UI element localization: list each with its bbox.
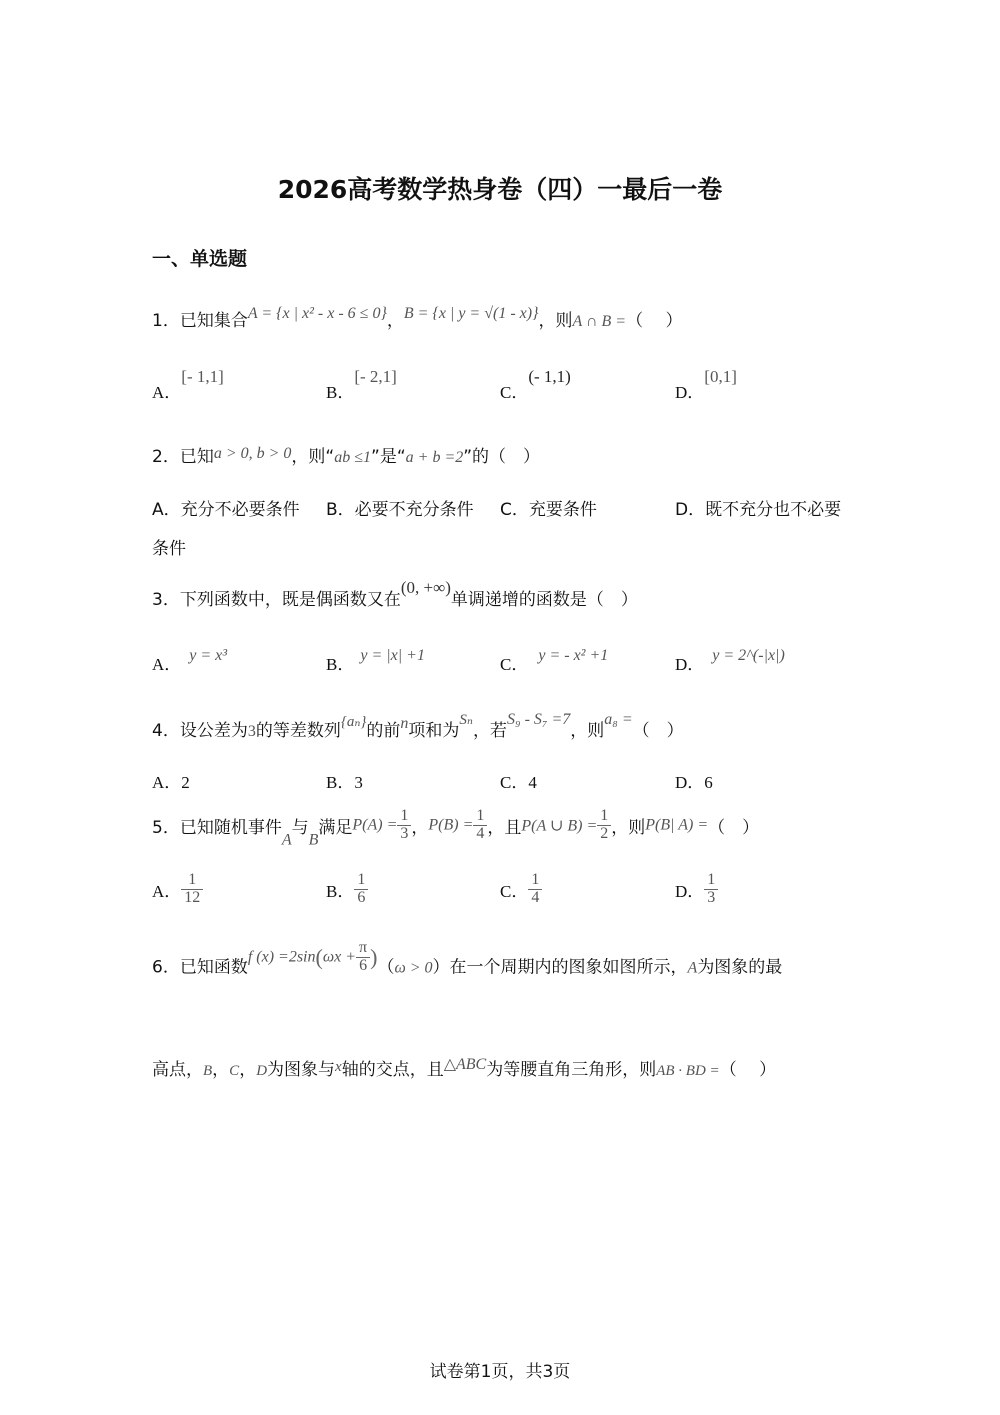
option-label: C． <box>500 655 529 674</box>
q3-option-d <box>675 640 785 674</box>
option-fraction <box>354 872 368 907</box>
q5-stem-3: 满足 <box>318 817 353 838</box>
option-label: C． <box>500 881 529 901</box>
q6-line2-stem-2: 为图象与 <box>267 1060 336 1080</box>
q6-function: f (x) =2sin <box>247 948 316 966</box>
question-4 <box>152 711 684 741</box>
option-value: [- 1,1] <box>181 367 224 386</box>
denominator: 3 <box>400 824 409 842</box>
q4-option-c: C．4 <box>500 773 537 792</box>
option-label: A． <box>152 383 182 402</box>
q6-point-c: C <box>229 1063 240 1079</box>
page-title: 2026高考数学热身卷（四）一最后一卷 <box>277 175 723 204</box>
q6-stem-2: （ <box>377 957 395 978</box>
q5-prob-conditional: P(B| A) = <box>645 816 709 834</box>
option-label: B． <box>326 383 355 402</box>
q1-set-a: A = {x | x² - x - 6 ≤ 0} <box>247 305 387 322</box>
q1-paren: （ ） <box>626 311 683 331</box>
option-label: B． <box>326 655 355 674</box>
q1-stem: 1．已知集合 <box>152 311 248 331</box>
q1-option-c <box>500 362 571 402</box>
q4-stem-4: 项和为 <box>408 721 460 741</box>
q4-difference: 3 <box>247 723 256 740</box>
q5-option-d <box>675 872 718 907</box>
q5-prob-a: P(A) = <box>352 816 398 834</box>
numerator: 1 <box>354 872 368 890</box>
denominator: 4 <box>531 888 540 906</box>
denominator: 12 <box>184 888 201 906</box>
denominator: 6 <box>357 888 366 906</box>
q2-option-d-wrap: 条件 <box>152 539 186 559</box>
q5-prob-union-fraction <box>597 808 611 843</box>
q6-point-d: D <box>256 1063 268 1079</box>
option-label: A． <box>152 655 182 674</box>
q5-paren: （ ） <box>708 817 760 838</box>
q3-option-a <box>152 640 228 674</box>
question-6: 6．已知函数f (x) =2sin(ωx + $\frac{\pi}{6}$ )（ω > 0）在一个周期内的图象如图所示，A为图象的最 <box>152 939 783 978</box>
q6-phase-fraction <box>356 940 370 975</box>
option-fraction <box>704 872 718 907</box>
q2-stem-4: ”的（ ） <box>463 447 541 467</box>
option-label: A． <box>152 881 182 901</box>
q4-condition: S₉ - S₇ =7 <box>507 711 571 728</box>
option-value: y = |x| +1 <box>360 647 425 664</box>
q4-target: a₈ = <box>604 711 633 728</box>
option-value: (- 1,1) <box>528 367 571 386</box>
option-label: D． <box>675 881 705 901</box>
numerator: 1 <box>528 872 542 890</box>
q6-stem: 6．已知函数 <box>152 957 248 978</box>
option-label: D． <box>675 655 705 674</box>
q6-line2-stem-4: 为等腰直角三角形，则 <box>486 1060 657 1080</box>
q4-stem: 4．设公差为 <box>152 721 248 741</box>
q2-stem-3: ”是“ <box>371 447 406 467</box>
q5-option-a <box>152 872 203 907</box>
q6-stem-4: 为图象的最 <box>697 957 783 978</box>
question-5: 5．已知随机事件A与B满足P(A) = $\frac{1}{3}$ ，P(B) = $\frac{1}{4}$ ，且P(A ∪ B) = $\frac{1}{2}$ ，则P(B| A) =（ ） <box>152 807 760 849</box>
q1-separator: ， <box>386 311 404 331</box>
q1-set-b: B = {x | y = √(1 - x)} <box>403 305 539 322</box>
q2-option-d: D．既不充分也不必要 <box>675 500 842 520</box>
numerator: 1 <box>704 872 718 890</box>
denominator: 3 <box>707 888 716 906</box>
option-value: [0,1] <box>704 367 737 386</box>
q6-stem-3: ）在一个周期内的图象如图所示， <box>432 957 688 978</box>
q6-comma: ， <box>212 1060 230 1080</box>
q5-stem-2: 与 <box>291 817 309 838</box>
q5-prob-b: P(B) = <box>428 816 474 834</box>
q6-comma: ， <box>239 1060 257 1080</box>
q3-interval: (0, +∞) <box>400 578 451 597</box>
option-fraction <box>181 872 203 907</box>
option-value: [- 2,1] <box>354 367 397 386</box>
q1-option-d <box>675 362 737 402</box>
option-label: C． <box>500 383 529 402</box>
q5-prob-union: P(A ∪ B) = <box>521 817 598 835</box>
q3-option-b <box>326 640 425 674</box>
q5-stem: 5．已知随机事件 <box>152 817 282 838</box>
question-1 <box>152 306 683 331</box>
q2-option-a: A．充分不必要条件 <box>152 500 300 520</box>
q2-statement-1: ab ≤1 <box>334 449 372 466</box>
q4-stem-5: ，若 <box>473 721 507 741</box>
q6-omega: ω > 0 <box>394 959 433 977</box>
q4-option-d: D．6 <box>675 773 713 792</box>
q2-stem-2: ，则“ <box>291 447 335 467</box>
q1-stem-2: ，则 <box>538 311 573 331</box>
option-label: B． <box>326 881 355 901</box>
q6-dot-product: AB · BD = <box>656 1063 720 1079</box>
numerator: 1 <box>597 808 611 826</box>
question-3 <box>152 578 638 610</box>
q4-paren: （ ） <box>632 721 684 741</box>
q6-paren: （ ） <box>719 1060 777 1080</box>
q6-point-b: B <box>203 1063 213 1079</box>
q6-line2-stem: 高点， <box>152 1060 203 1080</box>
numerator: 1 <box>181 872 203 890</box>
q3-option-c <box>500 640 609 674</box>
q4-stem-6: ，则 <box>570 721 605 741</box>
q5-option-b <box>326 872 368 907</box>
denominator: 2 <box>600 824 609 842</box>
q5-stem-5: ，则 <box>611 817 646 838</box>
q4-stem-3: 的前 <box>366 721 401 741</box>
q3-stem-2: 单调递增的函数是（ ） <box>450 590 638 610</box>
q5-stem-4: ，且 <box>487 817 522 838</box>
question-2 <box>152 442 540 467</box>
numerator: 1 <box>397 808 411 826</box>
q2-statement-2: a + b =2 <box>405 449 464 466</box>
numerator: 1 <box>473 808 487 826</box>
q5-prob-a-fraction <box>397 808 411 843</box>
q4-stem-2: 的等差数列 <box>255 721 341 741</box>
section-heading: 一、单选题 <box>152 248 248 270</box>
option-label: D． <box>675 383 705 402</box>
option-value: y = 2^(-|x|) <box>712 647 785 664</box>
q5-event-b: B <box>308 831 319 849</box>
denominator: 4 <box>476 824 485 842</box>
q2-condition: a > 0, b > 0 <box>213 445 292 462</box>
denominator: 6 <box>359 956 368 974</box>
option-value: y = - x² +1 <box>538 647 609 664</box>
q4-sum: Sₙ <box>459 712 473 728</box>
q5-option-c <box>500 872 542 907</box>
q6-x-axis: x <box>335 1059 342 1075</box>
question-6-line-2 <box>152 1055 776 1080</box>
q5-event-a: A <box>281 831 292 849</box>
q6-point-a: A <box>687 959 698 977</box>
q2-option-c: C．充要条件 <box>500 500 597 520</box>
q1-option-a <box>152 362 224 402</box>
q6-line2-stem-3: 轴的交点，且 <box>341 1060 444 1080</box>
q1-intersection: A ∩ B = <box>572 313 627 330</box>
q6-triangle: △ABC <box>443 1056 487 1073</box>
q3-stem: 3．下列函数中，既是偶函数又在 <box>152 590 401 610</box>
q4-option-b: B．3 <box>326 773 363 792</box>
q2-option-b: B．必要不充分条件 <box>326 500 474 520</box>
option-value: y = x³ <box>189 647 228 664</box>
q5-prob-b-fraction <box>473 808 487 843</box>
page-footer: 试卷第1页，共3页 <box>429 1362 571 1382</box>
q1-option-b <box>326 362 397 402</box>
q6-argument: ωx + <box>322 948 357 966</box>
q4-option-a: A．2 <box>152 773 190 792</box>
q2-stem: 2．已知 <box>152 447 214 467</box>
numerator: π <box>356 940 370 958</box>
option-fraction <box>528 872 542 907</box>
q4-sequence: {aₙ} <box>340 714 367 730</box>
q4-n: n <box>400 715 409 732</box>
